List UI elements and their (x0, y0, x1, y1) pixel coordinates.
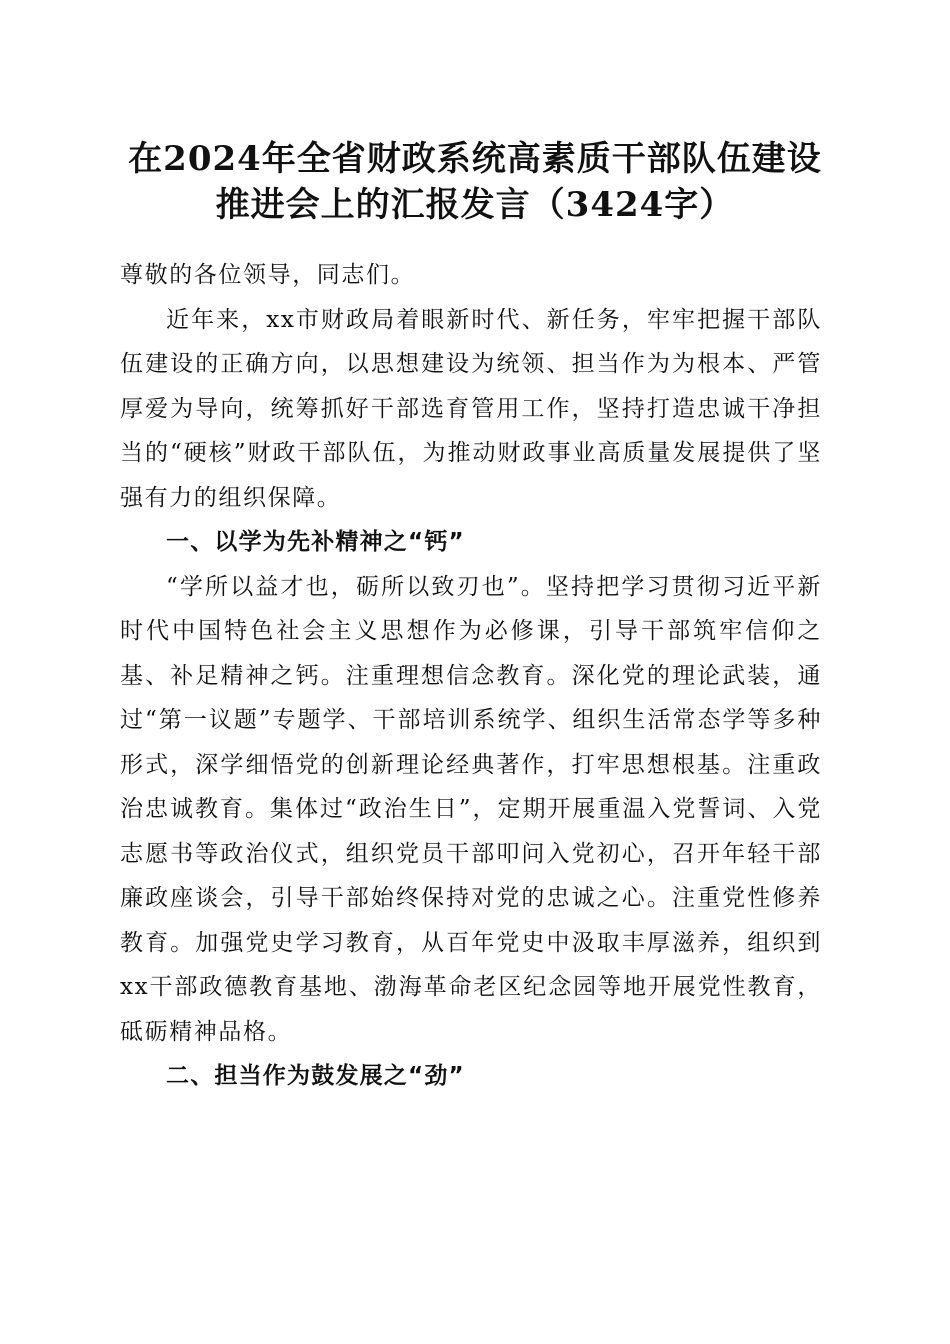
document-title (60, 136, 890, 228)
section-1-heading: 一、以学为先补精神之“钙” (166, 529, 465, 555)
salutation: 尊敬的各位领导，同志们。 (120, 262, 416, 288)
document-body (120, 253, 822, 1099)
title-line-1: 在2024年全省财政系统高素质干部队伍建设 (128, 139, 822, 179)
title-line-2: 推进会上的汇报发言（3424字） (215, 185, 735, 225)
section-1-paragraph: “学所以益才也，砺所以致刃也”。坚持把学习贯彻习近平新时代中国特色社会主义思想作为必修课，引导干部筑牢信仰之基、补足精神之钙。注重理想信念教育。深化党的理论武装，通过“第一议题”专题学、干部培训系统学、组织生活常态学等多种形式，深学细悟党的创新理论经典著作，打牢思想根基。注重政治忠诚教育。集体过“政治生日”，定期开展重温入党誓词、入党志愿书等政治仪式，组织党员干部叩问入党初心，召开年轻干部廉政座谈会，引导干部始终保持对党的忠诚之心。注重党性修养教育。加强党史学习教育，从百年党史中汲取丰厚滋养，组织到xx干部政德教育基地、渤海革命老区纪念园等地开展党性教育，砥砺精神品格。 (120, 573, 822, 1045)
intro-paragraph: 近年来，xx市财政局着眼新时代、新任务，牢牢把握干部队伍建设的正确方向，以思想建设为统领、担当作为为根本、严管厚爱为导向，统筹抓好干部选育管用工作，坚持打造忠诚干净担当的“硬核”财政干部队伍，为推动财政事业高质量发展提供了坚强有力的组织保障。 (120, 306, 822, 511)
section-2-heading: 二、担当作为鼓发展之“劲” (166, 1063, 465, 1089)
